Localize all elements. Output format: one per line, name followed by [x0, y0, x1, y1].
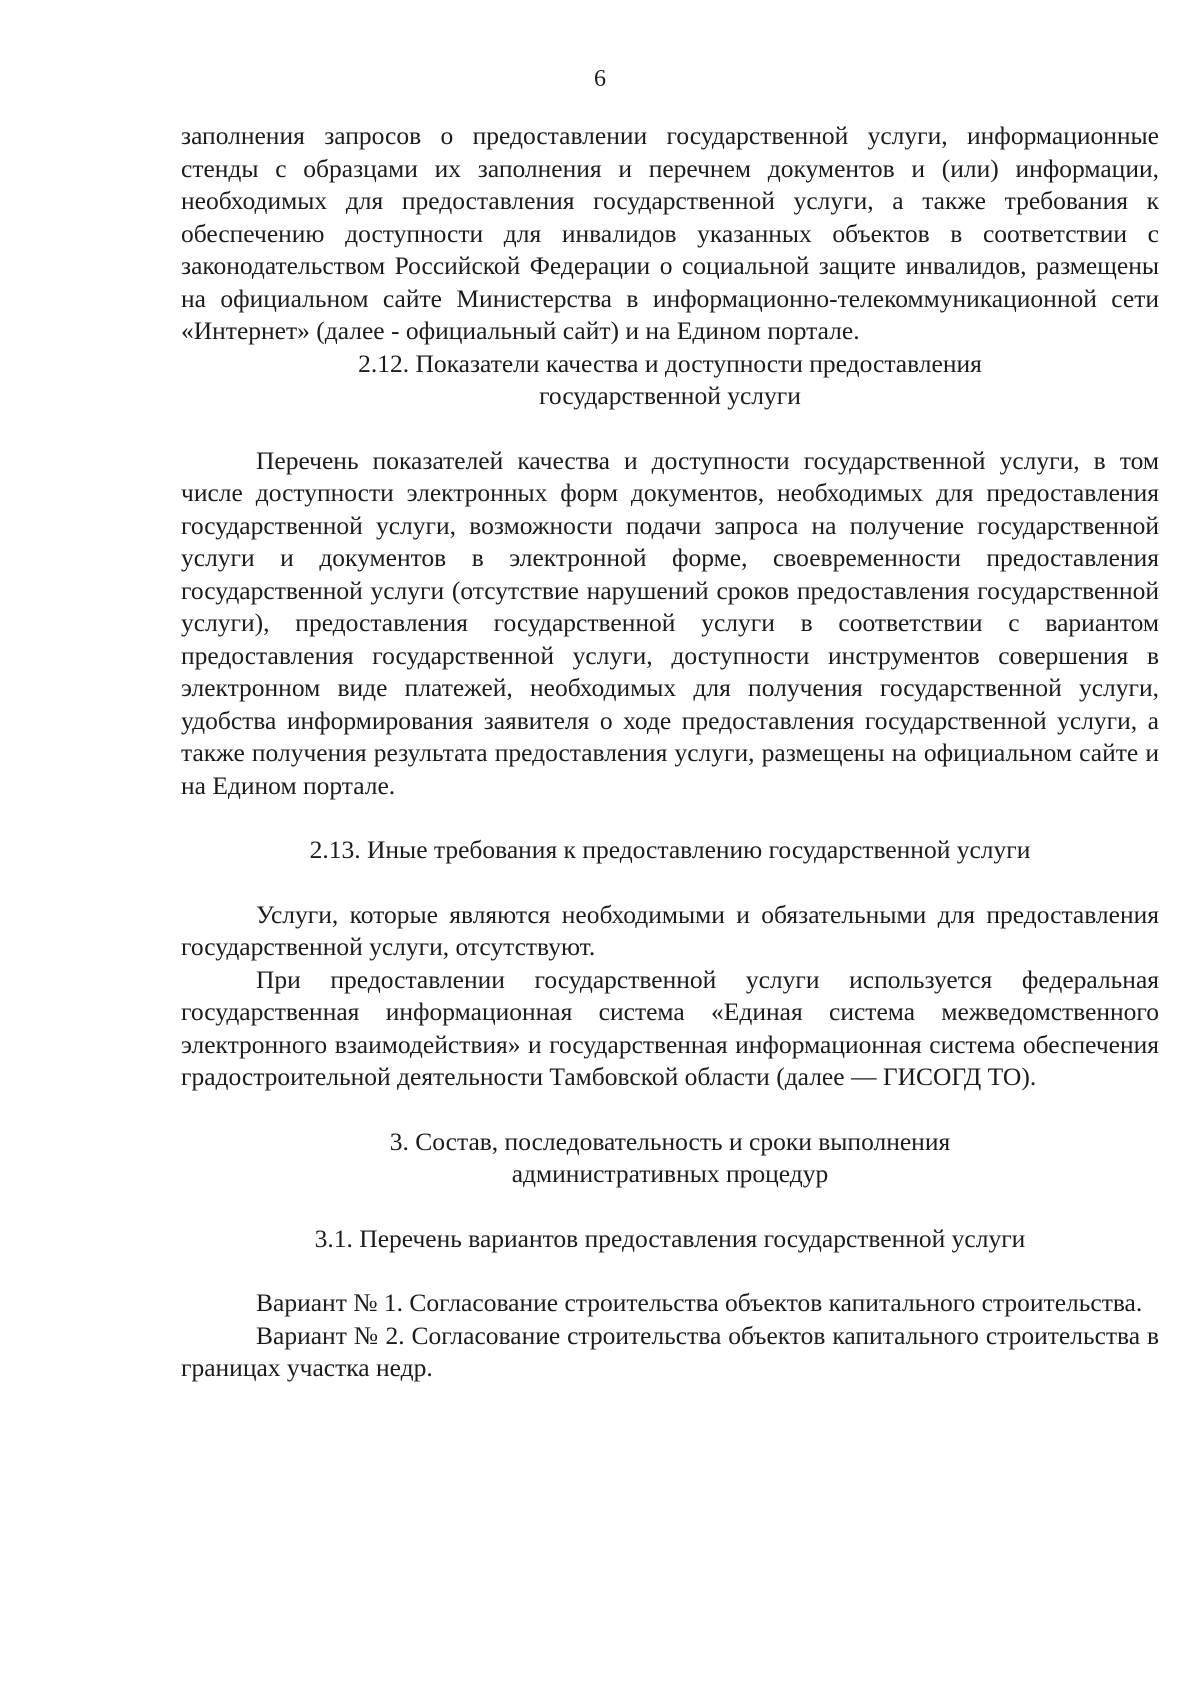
section-heading-3-line2: административных процедур — [511, 1159, 829, 1188]
section-heading-3-line1: 3. Состав, последовательность и сроки выполнения — [389, 1126, 951, 1156]
section-heading-3-1: 3.1. Перечень вариантов предоставления государственной услуги — [314, 1223, 1026, 1253]
document-body — [181, 120, 1159, 1385]
paragraph-variant-2: Вариант № 2. Согласование строительства объектов капитального строительства в границах участка недр. — [181, 1320, 1159, 1382]
paragraph-contacts: заполнения запросов о предоставлении государственной услуги, информационные стенды с образцами их заполнения и перечнем документов и (или) информации, необходимых для предоставления государственной услуги, а также требования к обеспечению доступности для инвалидов указанных объектов в соответствии с законодательством Российской Федерации о социальной защите инвалидов, размещены на официальном сайте Министерства в информационно-телекоммуникационной сети «Интернет» (далее - официальный сайт) и на Едином портале. — [181, 121, 1159, 345]
paragraph-quality-indicators: Перечень показателей качества и доступности государственной услуги, в том числе доступности электронных форм документов, необходимых для предоставления государственной услуги, возможности подачи запроса на получение государственной услуги и документов в электронной форме, своевременности предоставления государственной услуги (отсутствие нарушений сроков предоставления государственной услуги), предоставления государственной услуги в соответствии с вариантом предоставления государственной услуги, доступности инструментов совершения в электронном виде платежей, необходимых для получения государственной услуги, удобства информирования заявителя о ходе предоставления государственной услуги, а также получения результата предоставления услуги, размещены на официальном сайте и на Едином портале. — [181, 445, 1159, 800]
section-heading-2-12-line1: 2.12. Показатели качества и доступности предоставления — [358, 348, 982, 378]
section-heading-2-12-line2: государственной услуги — [539, 381, 801, 410]
section-heading-3 — [181, 1126, 1159, 1191]
paragraph-information-systems: При предоставлении государственной услуги используется федеральная государственная информационная система «Единая система межведомственного электронного взаимодействия» и государственная информационная система обеспечения градостроительной деятельности Тамбовской области (далее — ГИСОГД ТО). — [181, 964, 1159, 1091]
section-heading-2-13: 2.13. Иные требования к предоставлению государственной услуги — [309, 835, 1031, 864]
paragraph-variant-1: Вариант № 1. Согласование строительства объектов капитального строительства. — [256, 1288, 1143, 1317]
section-heading-2-12 — [181, 348, 1159, 413]
paragraph-required-services: Услуги, которые являются необходимыми и обязательными для предоставления государственной услуги, отсутствуют. — [181, 899, 1159, 961]
page-number: 6 — [594, 66, 606, 92]
